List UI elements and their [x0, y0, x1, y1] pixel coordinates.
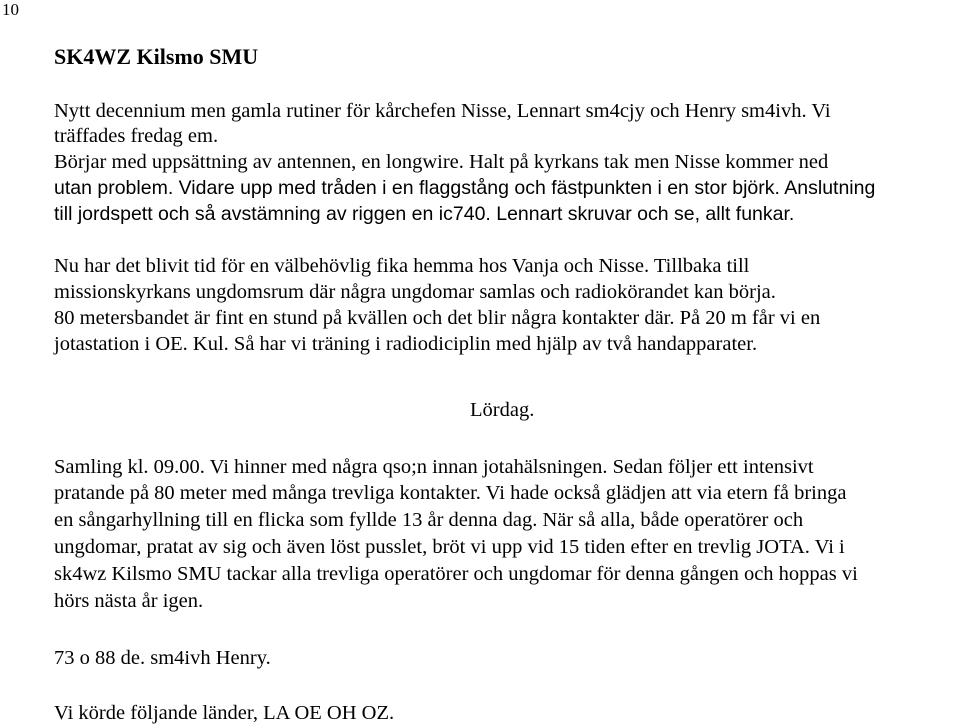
text-line: Nytt decennium men gamla rutiner för kårchefen Nisse, Lennart sm4cjy och Henry sm4ivh. Vi: [54, 100, 831, 122]
section-heading: Lördag.: [470, 399, 535, 421]
text-line: till jordspett och så avstämning av riggen en ic740. Lennart skruvar och se, allt funkar.: [54, 203, 795, 225]
page-number: 10: [2, 0, 19, 19]
article-title: SK4WZ Kilsmo SMU: [54, 44, 259, 69]
text-line: Nu har det blivit tid för en välbehövlig fika hemma hos Vanja och Nisse. Tillbaka till: [54, 255, 750, 277]
text-line: utan problem. Vidare upp med tråden i en flaggstång och fästpunkten i en stor björk. Anslutning: [54, 177, 876, 199]
text-line: sk4wz Kilsmo SMU tackar alla trevliga operatörer och ungdomar för denna gången och hoppas vi: [54, 563, 858, 585]
text-line: Börjar med uppsättning av antennen, en longwire. Halt på kyrkans tak men Nisse kommer ned: [54, 151, 829, 173]
text-line: jotastation i OE. Kul. Så har vi träning i radiodiciplin med hjälp av två handapparater.: [54, 333, 758, 355]
text-line: pratande på 80 meter med många trevliga kontakter. Vi hade också glädjen att via etern få bringa: [54, 482, 847, 504]
text-line: ungdomar, pratat av sig och även löst pusslet, bröt vi upp vid 15 tiden efter en trevlig JOTA. Vi i: [54, 536, 845, 558]
text-line: hörs nästa år igen.: [54, 590, 204, 612]
text-line: Samling kl. 09.00. Vi hinner med några qso;n innan jotahälsningen. Sedan följer ett intensivt: [54, 456, 814, 478]
text-line: en sångarhyllning till en flicka som fyllde 13 år denna dag. När så alla, både operatörer och: [54, 509, 804, 531]
signature-line: 73 o 88 de. sm4ivh Henry.: [54, 647, 271, 669]
text-line: träffades fredag em.: [54, 125, 219, 147]
countries-line: Vi körde följande länder, LA OE OH OZ.: [54, 702, 395, 724]
text-line: 80 metersbandet är fint en stund på kvällen och det blir några kontakter där. På 20 m får vi en: [54, 307, 821, 329]
text-line: missionskyrkans ungdomsrum där några ungdomar samlas och radiokörandet kan börja.: [54, 281, 776, 303]
